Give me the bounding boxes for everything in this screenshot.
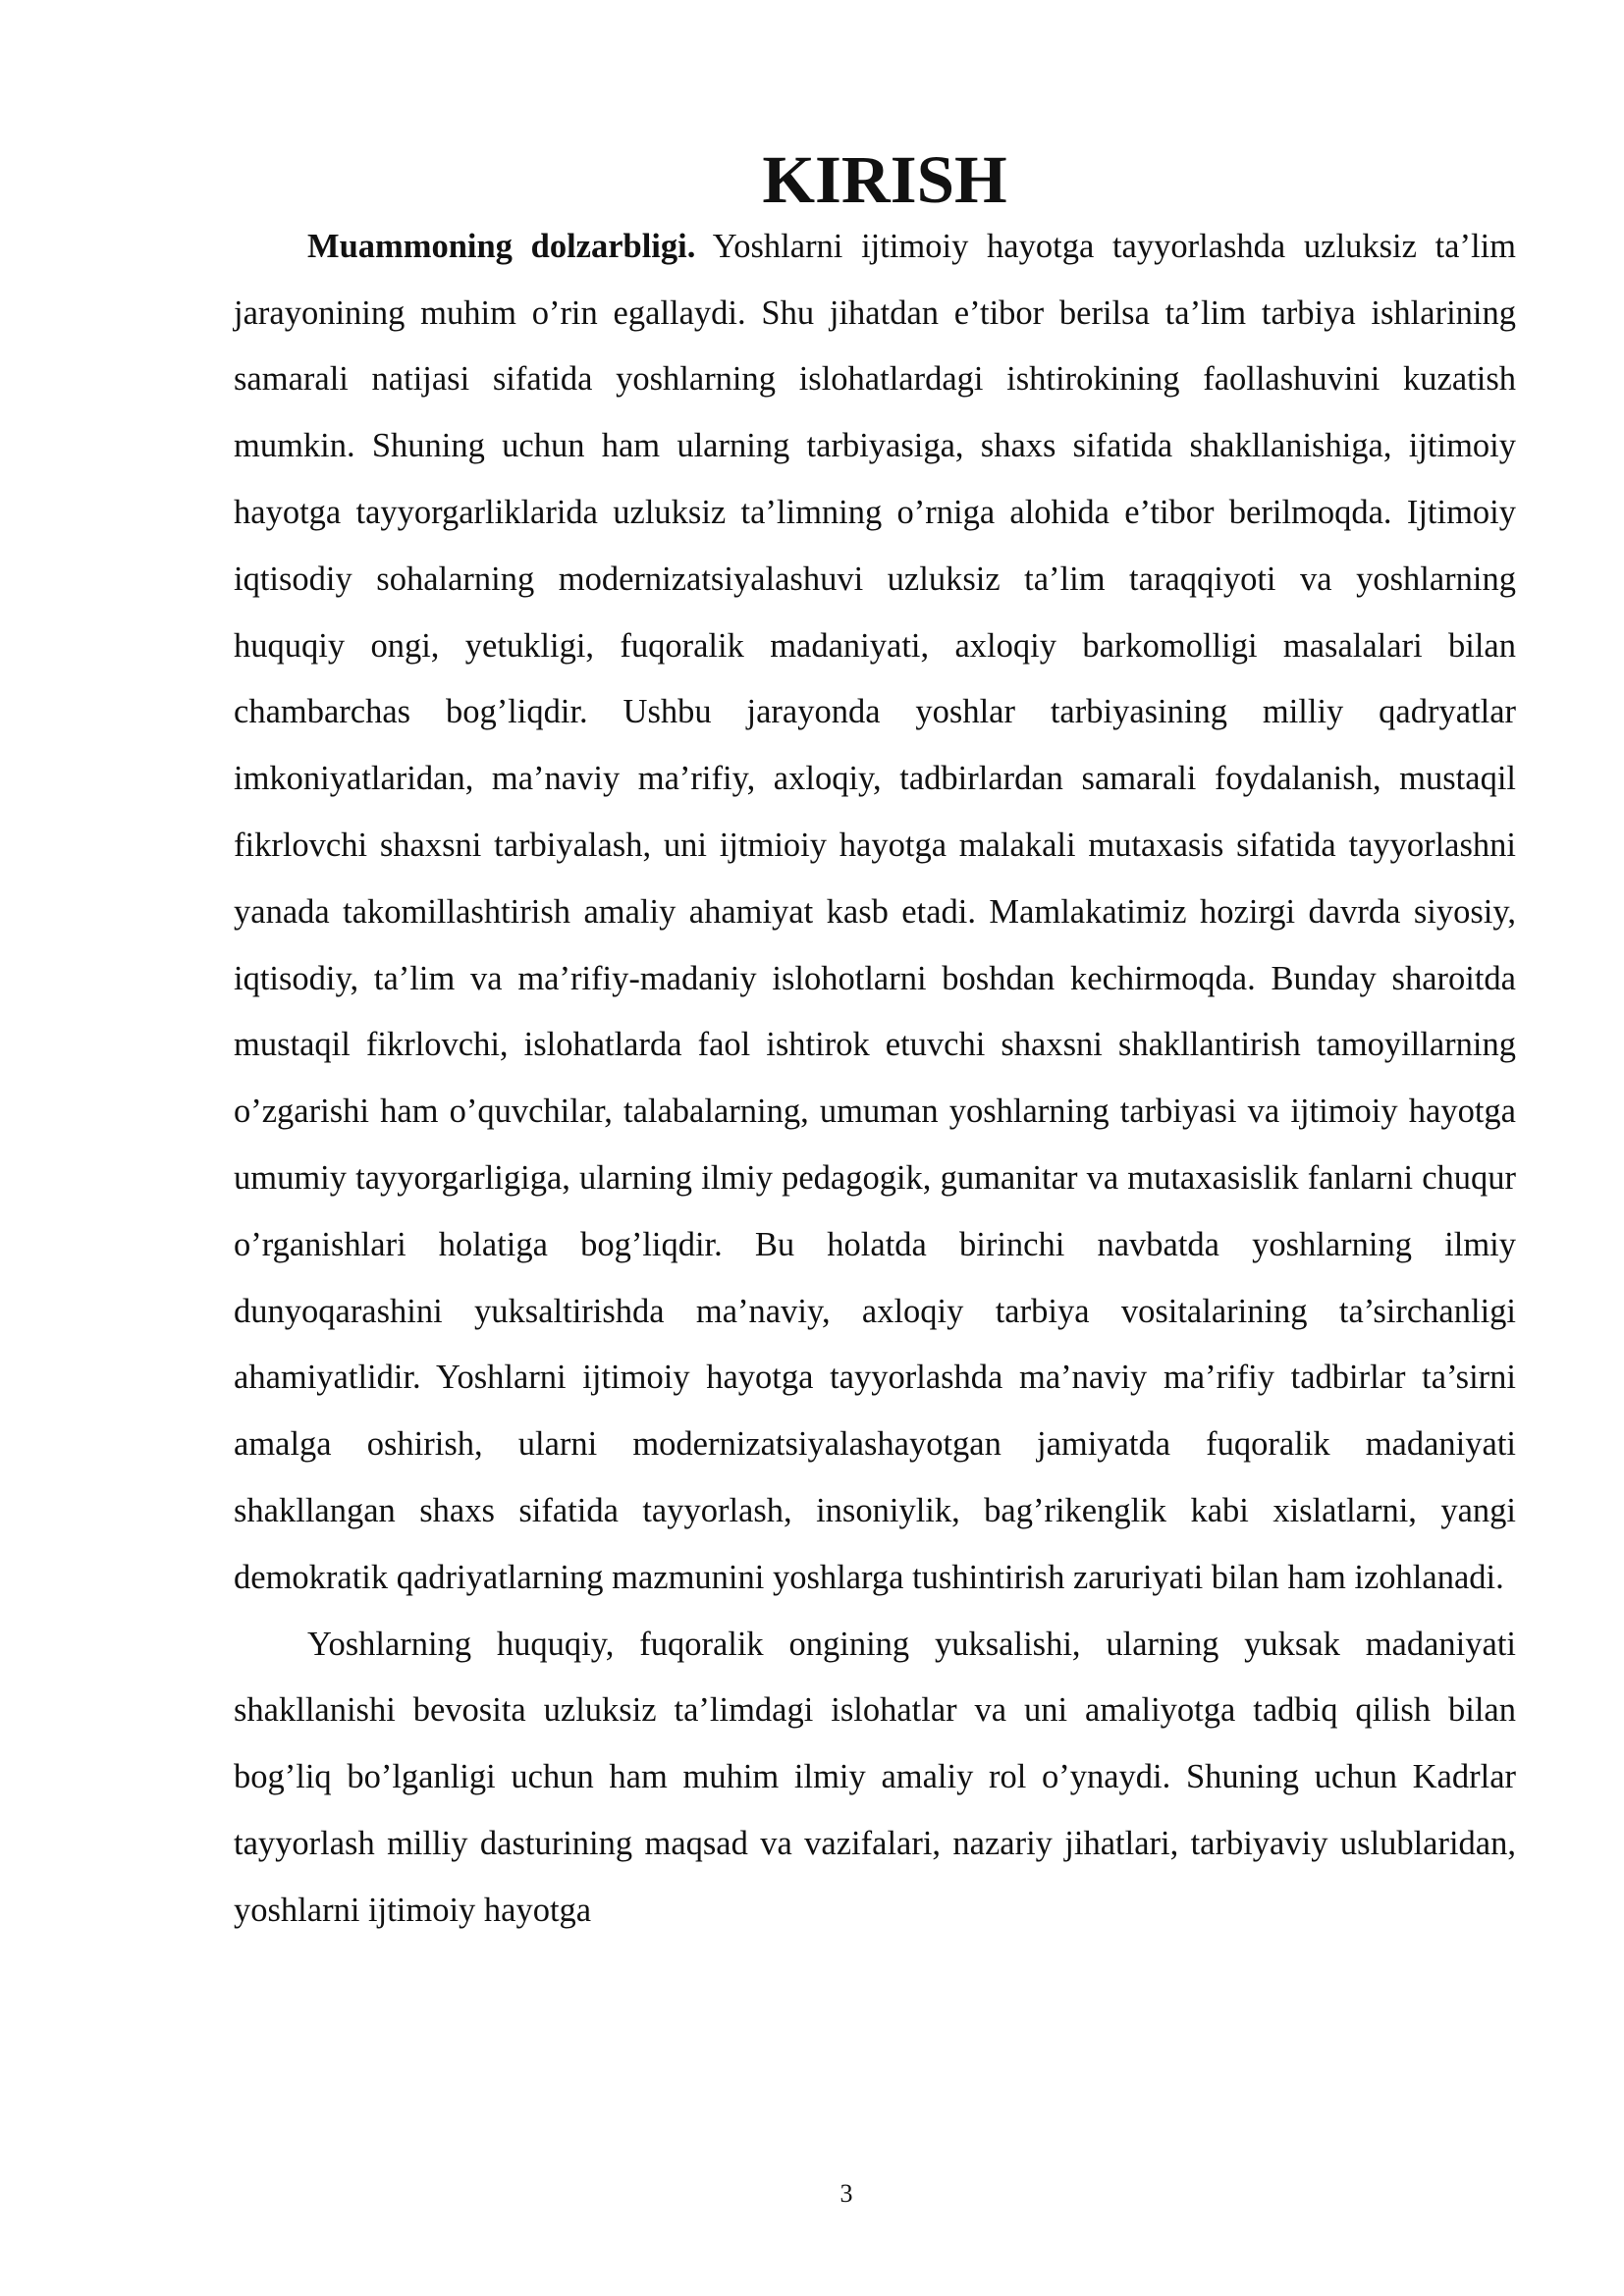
- paragraph-1-text: Yoshlarni ijtimoiy hayotga tayyorlashda uzluksiz ta’lim jarayonining muhim o’rin egallaydi. Shu jihatdan e’tibor berilsa ta’lim tarbiya ishlarining samarali natijasi sifatida yoshlarning islohatlardagi ishtirokining faollashuvini kuzatish mumkin. Shuning uchun ham ularning tarbiyasiga, shaxs sifatida shakllanishiga, ijtimoiy hayotga tayyorgarliklarida uzluksiz ta’limning o’rniga alohida e’tibor berilmoqda. Ijtimoiy iqtisodiy sohalarning modernizatsiyalashuvi uzluksiz ta’lim taraqqiyoti va yoshlarning huquqiy ongi, yetukligi, fuqoralik madaniyati, axloqiy barkomolligi masalalari bilan chambarchas bog’liqdir. Ushbu jarayonda yoshlar tarbiyasining milliy qadryatlar imkoniyatlaridan, ma’naviy ma’rifiy, axloqiy, tadbirlardan samarali foydalanish, mustaqil fikrlovchi shaxsni tarbiyalash, uni ijtmioiy hayotga malakali mutaxasis sifatida tayyorlashni yanada takomillashtirish amaliy ahamiyat kasb etadi. Mamlakatimiz hozirgi davrda siyosiy, iqtisodiy, ta’lim va ma’rifiy-madaniy islohotlarni boshdan kechirmoqda. Bunday sharoitda mustaqil fikrlovchi, islohatlarda faol ishtirok etuvchi shaxsni shakllantirish tamoyillarning o’zgarishi ham o’quvchilar, talabalarning, umuman yoshlarning tarbiyasi va ijtimoiy hayotga umumiy tayyorgarligiga, ularning ilmiy pedagogik, gumanitar va mutaxasislik fanlarni chuqur o’rganishlari holatiga bog’liqdir. Bu holatda birinchi navbatda yoshlarning ilmiy dunyoqarashini yuksaltirishda ma’naviy, axloqiy tarbiya vositalarining ta’sirchanligi ahamiyatlidir. Yoshlarni ijtimoiy hayotga tayyorlashda ma’naviy ma’rifiy tadbirlar ta’sirni amalga oshirish, ularni modernizatsiyalashayotgan jamiyatda fuqoralik madaniyati shakllangan shaxs sifatida tayyorlash, insoniylik, bag’rikenglik kabi xislatlarni, yangi demokratik qadriyatlarning mazmunini yoshlarga tushintirish zaruriyati bilan ham izohlanadi.: [234, 227, 1516, 1596]
- section-heading: KIRISH: [762, 142, 1007, 217]
- paragraph-2: [234, 1612, 1516, 1945]
- paragraph-2-text: Yoshlarning huquqiy, fuqoralik ongining yuksalishi, ularning yuksak madaniyati shakllanishi bevosita uzluksiz ta’limdagi islohatlar va uni amaliyotga tadbiq qilish bilan bog’liq bo’lganligi uchun ham muhim ilmiy amaliy rol o’ynaydi. Shuning uchun Kadrlar tayyorlash milliy dasturining maqsad va vazifalari, nazariy jihatlari, tarbiyaviy uslublaridan, yoshlarni ijtimoiy hayotga: [234, 1625, 1516, 1929]
- paragraph-1: [234, 214, 1516, 1612]
- paragraph-1-lead: Muammoning dolzarbligi.: [307, 227, 696, 265]
- page-number: 3: [839, 2179, 853, 2208]
- document-body: [234, 142, 1516, 1945]
